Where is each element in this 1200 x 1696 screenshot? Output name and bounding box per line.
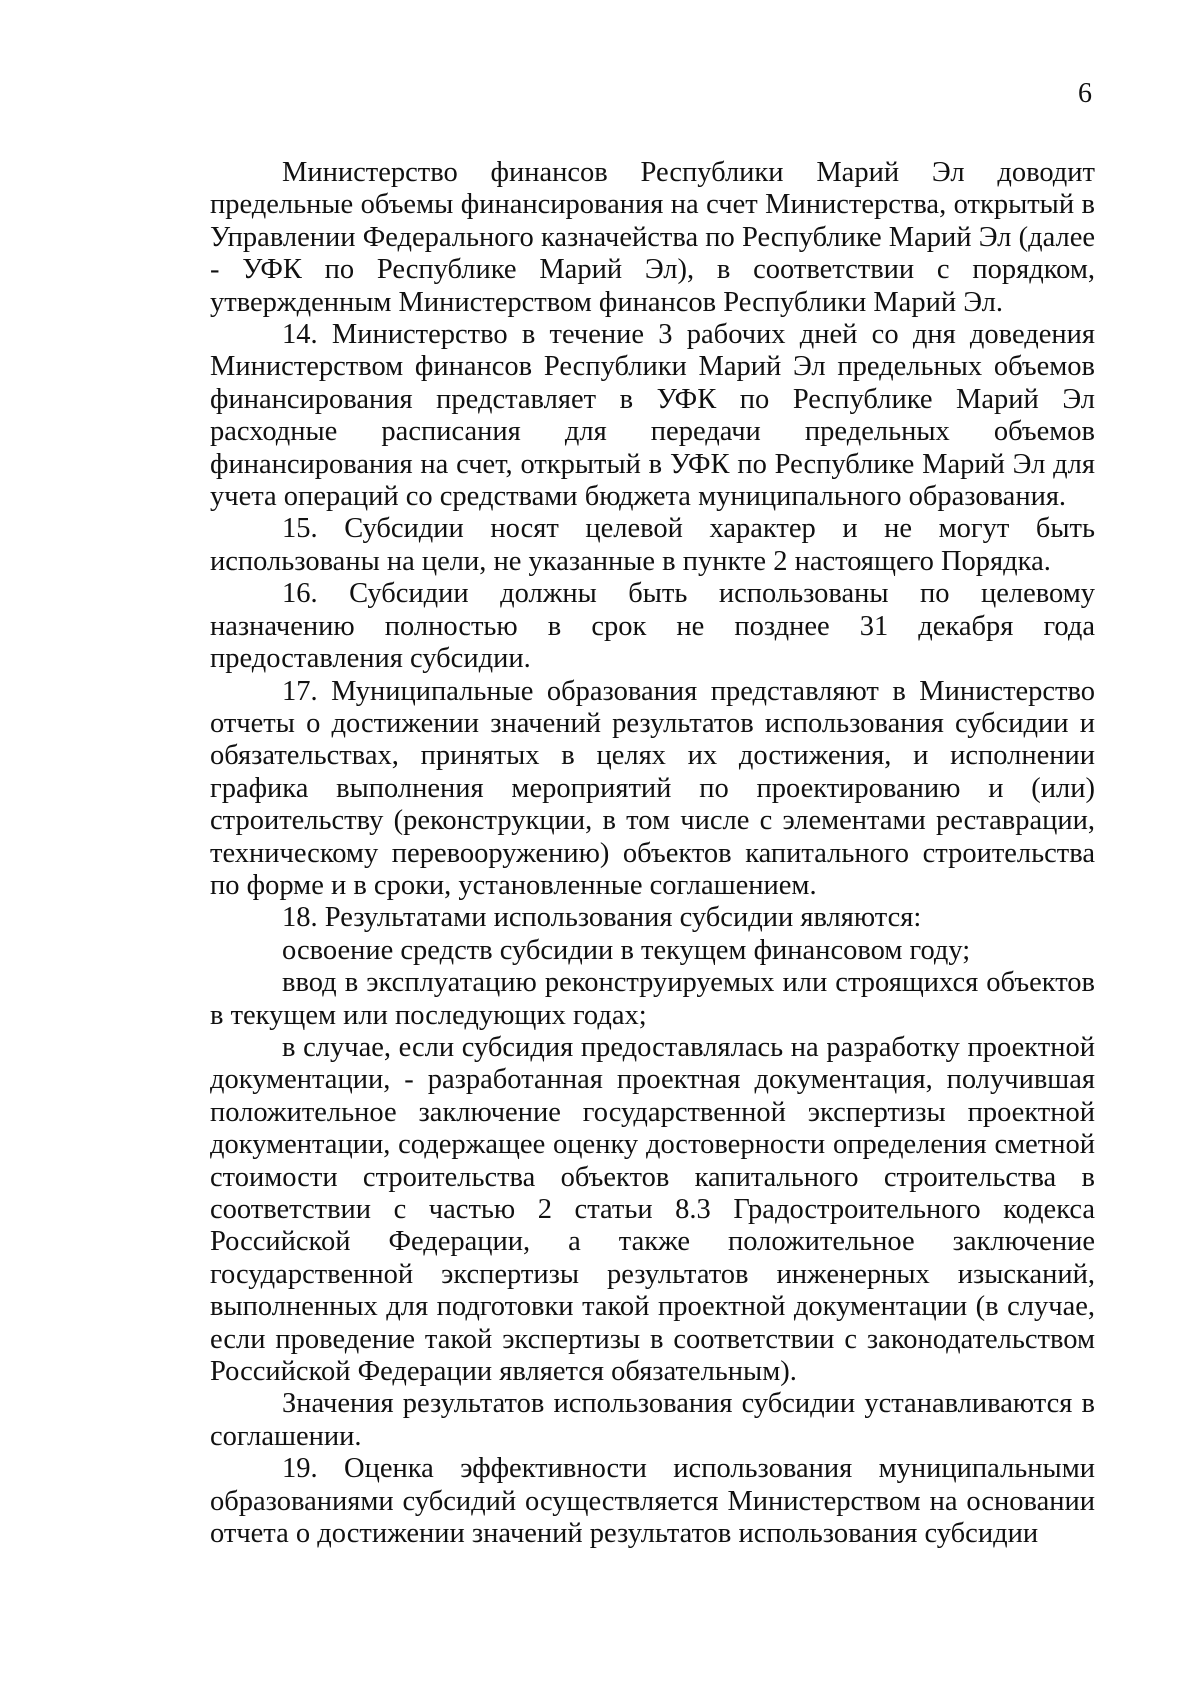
- paragraph-financing-limits: Министерство финансов Республики Марий Эл доводит предельные объемы финансирования на счет Министерства, открытый в Управлении Федерального казначейства по Республике Марий Эл (далее - УФК по Республике Марий Эл), в соответствии с порядком, утвержденным Министерством финансов Республики Марий Эл.: [210, 157, 1095, 318]
- paragraph-item-17: 17. Муниципальные образования представляют в Министерство отчеты о достижении значений результатов использования субсидии и обязательствах, принятых в целях их достижения, и исполнении графика выполнения мероприятий по проектированию и (или) строительству (реконструкции, в том числе с элементами реставрации, техническому перевооружению) объектов капитального строительства по форме и в сроки, установленные соглашением.: [210, 675, 1095, 901]
- paragraph-results-values: Значения результатов использования субсидии устанавливаются в соглашении.: [210, 1388, 1095, 1452]
- paragraph-result-funds-use: освоение средств субсидии в текущем финансовом году;: [282, 934, 971, 966]
- paragraph-item-14: 14. Министерство в течение 3 рабочих дней со дня доведения Министерством финансов Республики Марий Эл предельных объемов финансирования представляет в УФК по Республике Марий Эл расходные расписания для передачи предельных объемов финансирования на счет, открытый в УФК по Республике Марий Эл для учета операций со средствами бюджета муниципального образования.: [210, 319, 1095, 513]
- paragraph-item-18: 18. Результатами использования субсидии являются:: [282, 902, 922, 934]
- paragraph-item-16: 16. Субсидии должны быть использованы по целевому назначению полностью в срок не позднее 31 декабря года предоставления субсидии.: [210, 578, 1095, 675]
- page-number: 6: [1078, 78, 1092, 109]
- paragraph-result-design-docs: в случае, если субсидия предоставлялась на разработку проектной документации, - разработанная проектная документация, получившая положительное заключение государственной экспертизы проектной документации, содержащее оценку достоверности определения сметной стоимости строительства объектов капитального строительства в соответствии с частью 2 статьи 8.3 Градостроительного кодекса Российской Федерации, а также положительное заключение государственной экспертизы результатов инженерных изысканий, выполненных для подготовки такой проектной документации (в случае, если проведение такой экспертизы в соответствии с законодательством Российской Федерации является обязательным).: [210, 1031, 1095, 1388]
- document-body: [210, 157, 1095, 1550]
- paragraph-item-15: 15. Субсидии носят целевой характер и не могут быть использованы на цели, не указанные в пункте 2 настоящего Порядка.: [210, 513, 1095, 577]
- paragraph-result-commissioning: ввод в эксплуатацию реконструируемых или строящихся объектов в текущем или последующих годах;: [210, 967, 1095, 1031]
- paragraph-item-19: 19. Оценка эффективности использования муниципальными образованиями субсидий осуществляется Министерством на основании отчета о достижении значений результатов использования субсидии: [210, 1453, 1095, 1550]
